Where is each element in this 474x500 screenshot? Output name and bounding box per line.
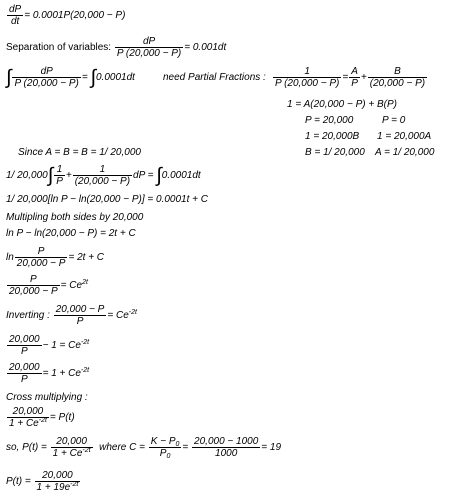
l2-den: P (20,000 − P)	[116, 48, 182, 59]
integral-sign-4: ∫	[156, 164, 162, 187]
pf-denB: (20,000 − P)	[369, 78, 426, 89]
pf-denA: P	[351, 78, 358, 89]
l17-den: $1 + Ce^{-2t}$	[52, 447, 91, 459]
l11-exp: 2t	[82, 279, 88, 287]
pf-eq: =	[342, 72, 349, 84]
l6-plus: +	[65, 170, 72, 182]
eq-separation	[6, 36, 226, 59]
partial-fraction-note: need Partial Fractions :	[163, 72, 266, 83]
l18-pre: P(t) =	[6, 476, 31, 488]
l1-num: dP	[9, 4, 22, 15]
pf-numA: A	[351, 66, 358, 77]
eq-minus-one	[6, 334, 89, 357]
l17-where: where C =	[99, 442, 145, 454]
l17-den3: 1000	[215, 448, 238, 459]
l17-eq: =	[182, 442, 189, 454]
pf-num1: 1	[273, 66, 341, 78]
l2-rhs: = 0.001dt	[184, 42, 227, 54]
eq-inverting	[6, 304, 137, 327]
l1-rhs: = 0.0001P(20,000 − P)	[24, 10, 126, 22]
eq-log-integrated: 1/ 20,000[ln P − ln(20,000 − P)] = 0.0001t + C	[6, 194, 208, 205]
l1-den: dt	[10, 16, 20, 27]
l6-d1: P	[56, 176, 63, 187]
pf-numB: B	[368, 66, 427, 78]
cross-multiply-note: Cross multiplying :	[6, 392, 88, 403]
pf-line5a: B = 1/ 20,000	[305, 147, 365, 158]
l17-num2: $K - P_0$	[150, 436, 180, 448]
pf-line2: 1 = A(20,000 − P) + B(P)	[287, 99, 397, 110]
l12-rhs: = Ce	[107, 310, 129, 322]
integral-sign-2: ∫	[90, 66, 96, 89]
eq-log-quotient	[6, 246, 104, 269]
l10-num: P	[15, 246, 68, 258]
pf-line3b: P = 0	[382, 115, 406, 126]
l17-res: = 19	[261, 442, 282, 454]
l3-mid: =	[81, 72, 91, 84]
l11-rhs: = Ce	[60, 280, 83, 292]
l11-den: 20,000 − P	[9, 286, 58, 297]
eq-integral	[6, 66, 135, 89]
l12-label: Inverting :	[6, 310, 50, 322]
l13-num: 20,000	[9, 334, 40, 345]
l17-num: 20,000	[51, 436, 93, 448]
l11-num: P	[7, 274, 60, 286]
l2-num: dP	[115, 36, 183, 48]
l14-exp: -2t	[80, 367, 90, 375]
eq-log-simplified: ln P − ln(20,000 − P) = 2t + C	[6, 228, 136, 239]
l12-num: 20,000 − P	[55, 304, 105, 315]
l13-den: P	[20, 346, 28, 357]
eq-partial-fractions	[272, 66, 428, 89]
pf-line4a: 1 = 20,000B	[305, 131, 360, 142]
eq-solution-c	[6, 436, 281, 459]
integral-sign: ∫	[6, 66, 12, 89]
l6-pre: 1/ 20,000	[6, 170, 48, 182]
l6-n1: 1	[54, 164, 65, 176]
eq-final	[6, 470, 81, 493]
l6-d2: (20,000 − P)	[74, 176, 131, 187]
l6-rhs: 0.0001dt	[161, 170, 201, 182]
l12-den: P	[76, 316, 84, 327]
pf-den1: P (20,000 − P)	[275, 78, 340, 89]
l14-num: 20,000	[9, 362, 40, 373]
l3-den: P (20,000 − P)	[14, 78, 79, 89]
l6-n2: 1	[73, 164, 132, 176]
l14-den: P	[20, 374, 28, 385]
l10-pre: ln	[6, 252, 14, 264]
integral-sign-3: ∫	[47, 164, 54, 187]
l18-num: 20,000	[35, 470, 81, 482]
since-line: Since A = B = B = 1/ 20,000	[18, 147, 141, 158]
eq-exponential	[6, 274, 88, 297]
l17-pre: so, P(t) =	[6, 442, 47, 454]
l16-den: $1 + Ce^{-2t}$	[9, 417, 47, 429]
l3-num: dP	[12, 66, 80, 78]
l13-rhs: − 1 = Ce	[42, 340, 81, 352]
l13-exp: -2t	[80, 339, 90, 347]
multiply-note: Multipling both sides by 20,000	[6, 212, 144, 223]
eq-pt	[6, 406, 75, 429]
l10-rhs: = 2t + C	[68, 252, 105, 264]
pf-plus: +	[360, 72, 367, 84]
l17-den2: $P_0$	[159, 448, 171, 460]
eq-plus-one	[6, 362, 89, 385]
pf-line3a: P = 20,000	[305, 115, 354, 126]
l10-den: 20,000 − P	[16, 258, 66, 269]
l6-mid: dP =	[133, 170, 157, 182]
l18-den: $1 + 19e^{-2t}$	[36, 481, 79, 493]
pf-line5b: A = 1/ 20,000	[375, 147, 435, 158]
l14-rhs: = 1 + Ce	[42, 368, 81, 380]
eq-differential	[6, 4, 125, 27]
pf-line4b: 1 = 20,000A	[377, 131, 432, 142]
eq-integral-split	[6, 164, 201, 187]
l2-label: Separation of variables:	[6, 42, 112, 54]
l16-rhs: = P(t)	[49, 412, 75, 424]
l16-num: 20,000	[7, 406, 49, 418]
l3-rhs: 0.0001dt	[95, 72, 135, 84]
l12-exp: -2t	[128, 309, 137, 317]
l17-num3: 20,000 − 1000	[194, 436, 259, 447]
